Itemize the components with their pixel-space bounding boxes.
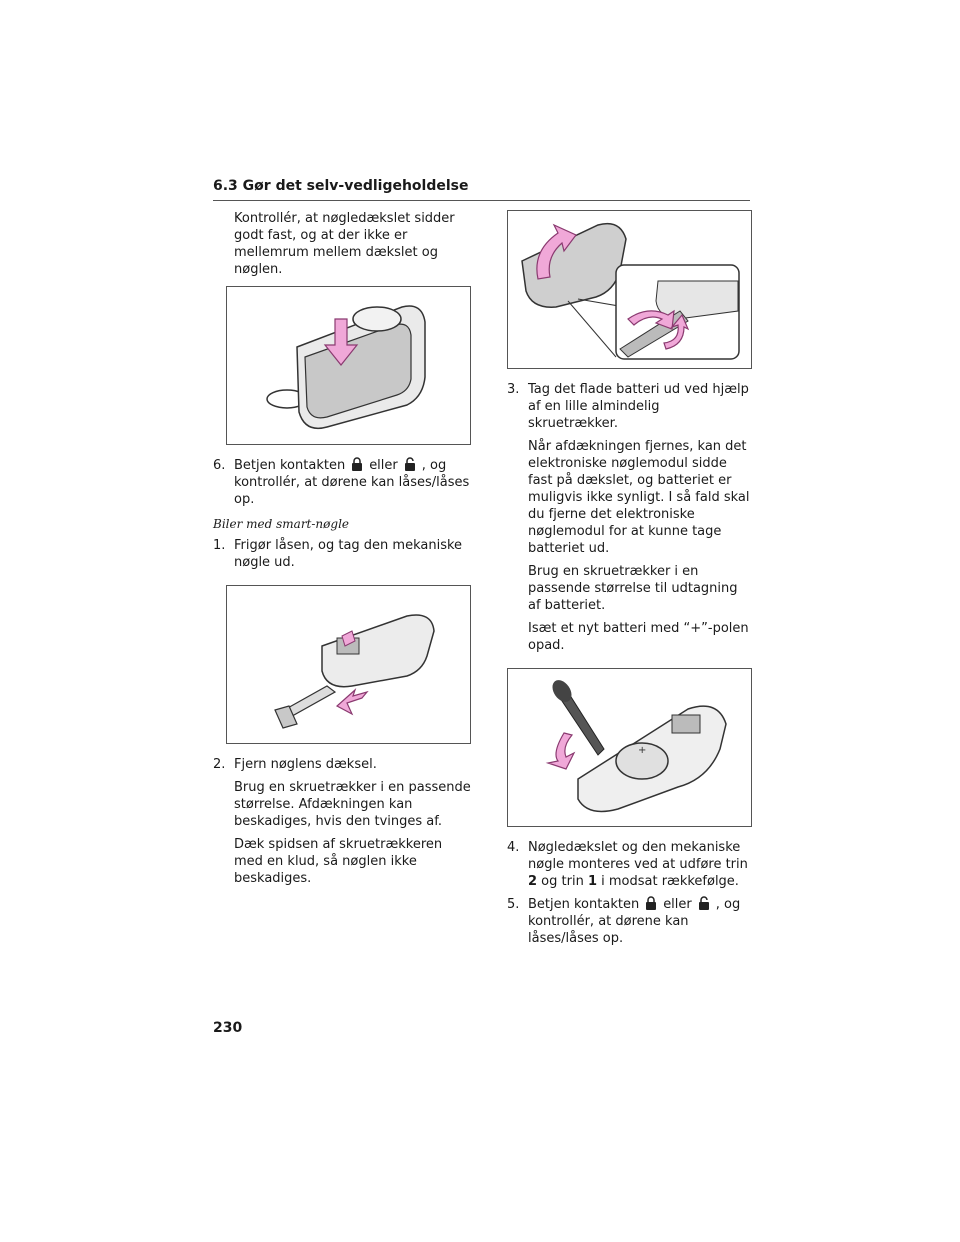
step-text-mid: eller [663, 897, 692, 912]
step-text-pre: Betjen kontakten [234, 458, 346, 473]
step-ref-2: 2 [528, 874, 538, 889]
step-number: 2. [213, 757, 226, 772]
step-3 [507, 381, 752, 432]
step-text-post: , og kontrollér, at dørene kan låses/låses op. [234, 458, 470, 507]
key-cover-press-figure [226, 286, 471, 445]
lock-icon [351, 457, 363, 471]
svg-text:+: + [638, 745, 647, 756]
step-3-note-1: Når afdækningen fjernes, kan det elektroniske nøglemodul sidde fast på dækslet, og batteriet er muligvis ikke synligt. I så fald skal du fjerne det elektroniske nøglemodul for at kunne tage batteriet ud. [528, 439, 750, 556]
unlock-icon [698, 896, 710, 910]
step-ref-1: 1 [587, 874, 597, 889]
step-5 [507, 896, 752, 947]
right-column [507, 210, 752, 953]
subheading: Biler med smart-nøgle [213, 517, 350, 531]
battery-removal-figure [507, 668, 752, 827]
section-header [213, 178, 750, 201]
step-number: 6. [213, 458, 226, 473]
step-4 [507, 839, 752, 890]
unlock-icon [404, 457, 416, 471]
step-2 [213, 756, 471, 773]
step-6 [213, 457, 471, 508]
step-number: 1. [213, 538, 226, 553]
step-2-note-2: Dæk spidsen af skruetrækkeren med en klud, så nøglen ikke beskadiges. [234, 837, 443, 886]
step-text: Tag det flade batteri ud ved hjælp af en lille almindelig skruetrækker. [528, 382, 749, 431]
mechanical-key-illustration [227, 586, 470, 743]
step-text-mid: eller [369, 458, 398, 473]
page-number: 230 [213, 1020, 243, 1036]
left-column [213, 210, 471, 893]
battery-removal-illustration [508, 669, 751, 826]
step-number: 3. [507, 382, 520, 397]
cover-removal-figure [507, 210, 752, 369]
step-text-post: i modsat rækkefølge. [597, 874, 739, 889]
step-3-note-2: Brug en skruetrækker i en passende størrelse til udtagning af batteriet. [528, 564, 738, 613]
lock-icon [645, 896, 657, 910]
step-3-note-3: Isæt et nyt batteri med “+”-polen opad. [528, 621, 749, 653]
step-text-post: , og kontrollér, at dørene kan låses/låses op. [528, 897, 741, 946]
step-text: Fjern nøglens dæksel. [234, 757, 377, 772]
cover-removal-illustration [508, 211, 751, 368]
step-1 [213, 537, 471, 571]
intro-text: Kontrollér, at nøgledækslet sidder godt fast, og at der ikke er mellemrum mellem dækslet og nøglen. [234, 211, 455, 277]
step-number: 4. [507, 840, 520, 855]
step-2-note-1: Brug en skruetrækker i en passende størrelse. Afdækningen kan beskadiges, hvis den tvinges af. [234, 780, 471, 829]
step-text: Frigør låsen, og tag den mekaniske nøgle ud. [234, 538, 463, 570]
step-text-pre: Betjen kontakten [528, 897, 640, 912]
step-text-mid: og trin [537, 874, 588, 889]
mechanical-key-figure [226, 585, 471, 744]
step-text-pre: Nøgledækslet og den mekaniske nøgle monteres ved at udføre trin [528, 840, 748, 872]
key-cover-press-illustration [227, 287, 470, 444]
step-number: 5. [507, 897, 520, 912]
section-title: 6.3 Gør det selv-vedligeholdelse [213, 178, 469, 194]
